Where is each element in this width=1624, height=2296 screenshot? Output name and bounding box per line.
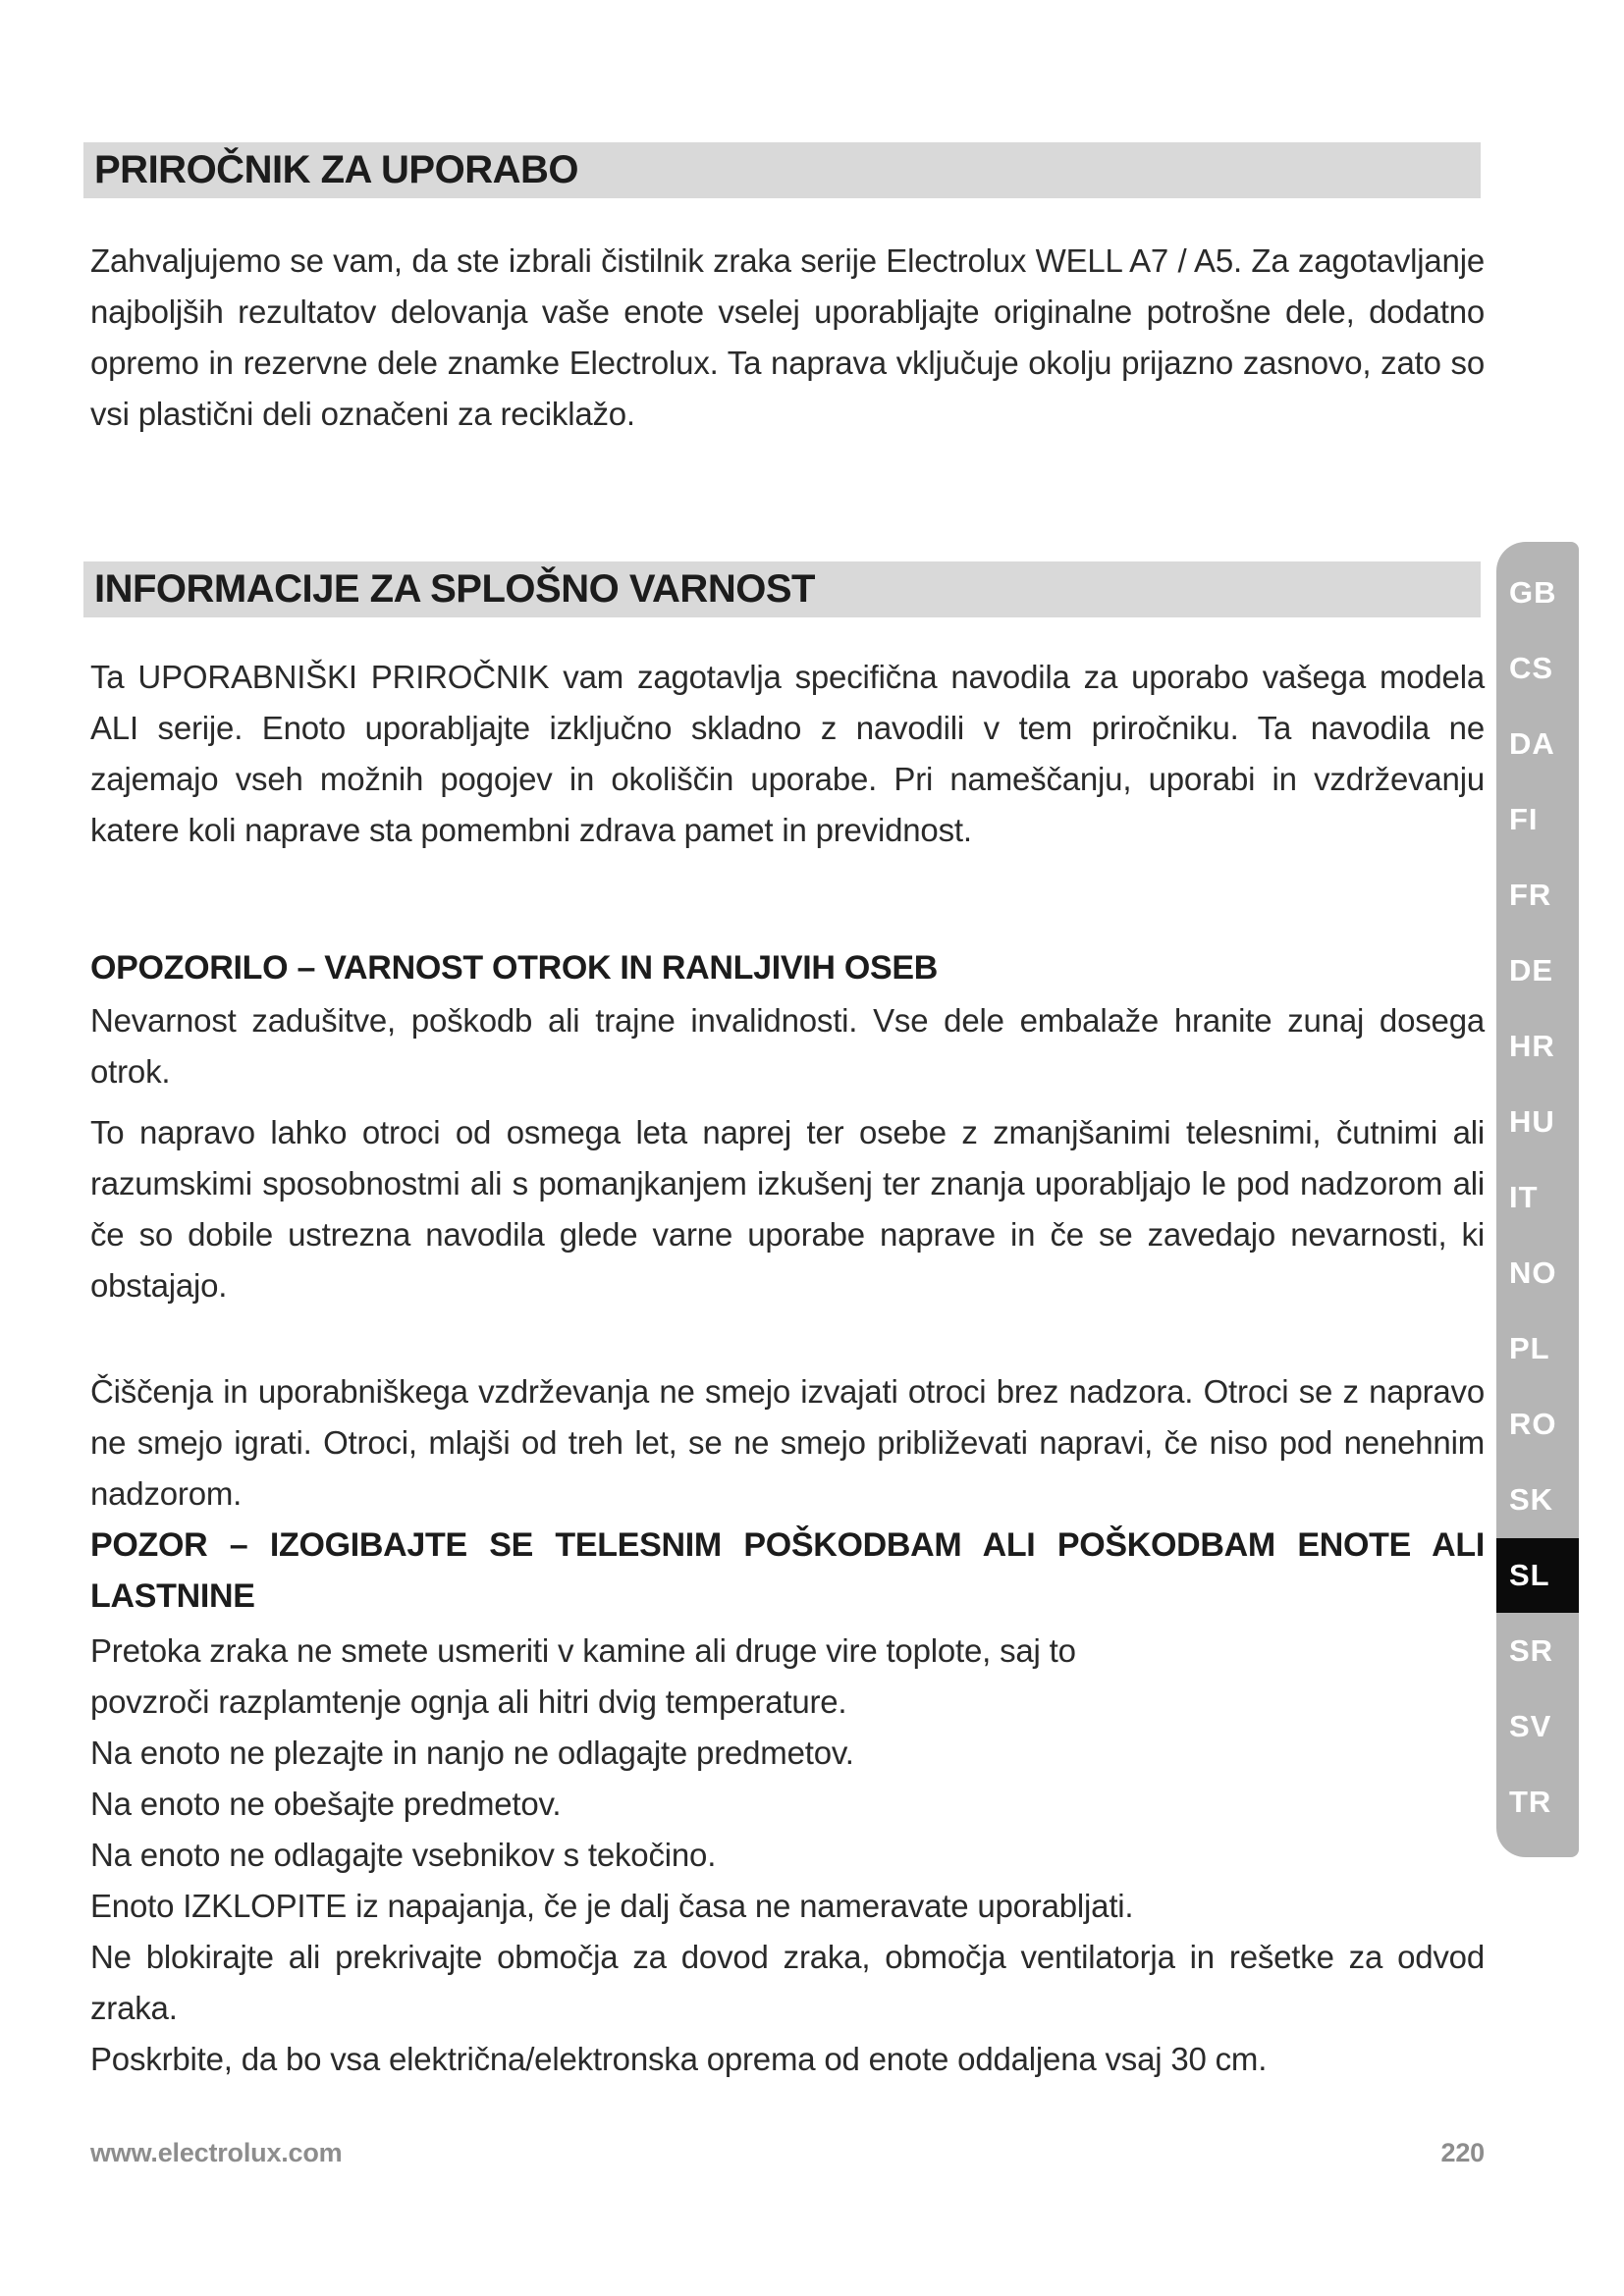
caution-line: Poskrbite, da bo vsa električna/elektronska oprema od enote oddaljena vsaj 30 cm.: [90, 2041, 1268, 2077]
section-title-bar-manual: [83, 142, 1481, 198]
language-tab-sr: SR: [1509, 1633, 1554, 1668]
caution-heading: POZOR – IZOGIBAJTE SE TELESNIM POŠKODBAM ALI POŠKODBAM ENOTE ALI LASTNINE: [90, 1526, 1485, 1615]
language-sidebar: [1496, 542, 1579, 1857]
intro-paragraph: Zahvaljujemo se vam, da ste izbrali čistilnik zraka serije Electrolux WELL A7 / A5. Za zagotavljanje najboljših rezultatov delovanja vaše enote vselej uporabljajte originalne potrošne dele, dodatno opremo in rezervne dele znamke Electrolux. Ta naprava vključuje okolju prijazno zasnovo, zato so vsi plastični deli označeni za reciklažo.: [90, 242, 1485, 432]
language-tab-tr: TR: [1509, 1785, 1552, 1819]
section-title-manual: PRIROČNIK ZA UPORABO: [94, 148, 578, 191]
language-tab-sk: SK: [1509, 1482, 1554, 1517]
warning-paragraph-cleaning: Čiščenja in uporabniškega vzdrževanja ne smejo izvajati otroci brez nadzora. Otroci se z napravo ne smejo igrati. Otroci, mlajši od treh let, se ne smejo približevati napravi, če niso pod nenehnim nadzorom.: [90, 1373, 1485, 1512]
language-tab-gb: GB: [1509, 575, 1557, 610]
language-tab-no: NO: [1509, 1255, 1557, 1290]
language-tab-hr: HR: [1509, 1029, 1555, 1063]
language-tab-de: DE: [1509, 953, 1554, 988]
language-tab-it: IT: [1509, 1180, 1539, 1214]
language-tab-fr: FR: [1509, 878, 1552, 912]
warning-paragraph-suffocation: Nevarnost zadušitve, poškodb ali trajne invalidnosti. Vse dele embalaže hranite zunaj dosega otrok.: [90, 1002, 1485, 1090]
language-tab-sv: SV: [1509, 1709, 1552, 1743]
caution-line: Na enoto ne odlagajte vsebnikov s tekočino.: [90, 1837, 717, 1873]
language-tab-cs: CS: [1509, 651, 1554, 685]
caution-line: Enoto IZKLOPITE iz napajanja, če je dalj časa ne nameravate uporabljati.: [90, 1888, 1134, 1924]
footer-website-text: www.electrolux.com: [90, 2138, 343, 2167]
warning-children-heading: OPOZORILO – VARNOST OTROK IN RANLJIVIH OSEB: [90, 949, 938, 987]
section-title-safety: INFORMACIJE ZA SPLOŠNO VARNOST: [94, 567, 815, 611]
caution-line: Ne blokirajte ali prekrivajte območja za dovod zraka, območja ventilatorja in rešetke za odvod zraka.: [90, 1939, 1485, 2026]
footer-page-number: 220: [1440, 2138, 1485, 2167]
safety-intro-paragraph: Ta UPORABNIŠKI PRIROČNIK vam zagotavlja specifična navodila za uporabo vašega modela ALI serije. Enoto uporabljajte izključno skladno z navodili v tem priročniku. Ta navodila ne zajemajo vseh možnih pogojev in okoliščin uporabe. Pri nameščanju, uporabi in vzdrževanju katere koli naprave sta pomembni zdrava pamet in previdnost.: [90, 659, 1485, 848]
language-tab-pl: PL: [1509, 1331, 1550, 1365]
language-tab-ro: RO: [1509, 1407, 1557, 1441]
language-tab-fi: FI: [1509, 802, 1539, 836]
language-tab-hu: HU: [1509, 1104, 1555, 1139]
caution-line: Na enoto ne plezajte in nanjo ne odlagajte predmetov.: [90, 1735, 854, 1771]
language-tab-sl-active: SL: [1496, 1538, 1579, 1613]
warning-paragraph-children-use: To napravo lahko otroci od osmega leta naprej ter osebe z zmanjšanimi telesnimi, čutnimi ali razumskimi sposobnostmi ali s pomanjkanjem izkušenj ter znanja uporabljajo le pod nadzorom ali če so dobile ustrezna navodila glede varne uporabe naprave in če se zavedajo nevarnosti, ki obstajajo.: [90, 1114, 1485, 1304]
caution-instructions-list: [90, 1626, 1485, 2085]
caution-line: Na enoto ne obešajte predmetov.: [90, 1786, 562, 1822]
caution-line: povzroči razplamtenje ognja ali hitri dvig temperature.: [90, 1683, 847, 1720]
page-footer: [90, 2138, 1485, 2168]
language-tab-da: DA: [1509, 726, 1555, 761]
caution-line: Pretoka zraka ne smete usmeriti v kamine ali druge vire toplote, saj to: [90, 1632, 1076, 1669]
section-title-bar-safety: [83, 561, 1481, 617]
